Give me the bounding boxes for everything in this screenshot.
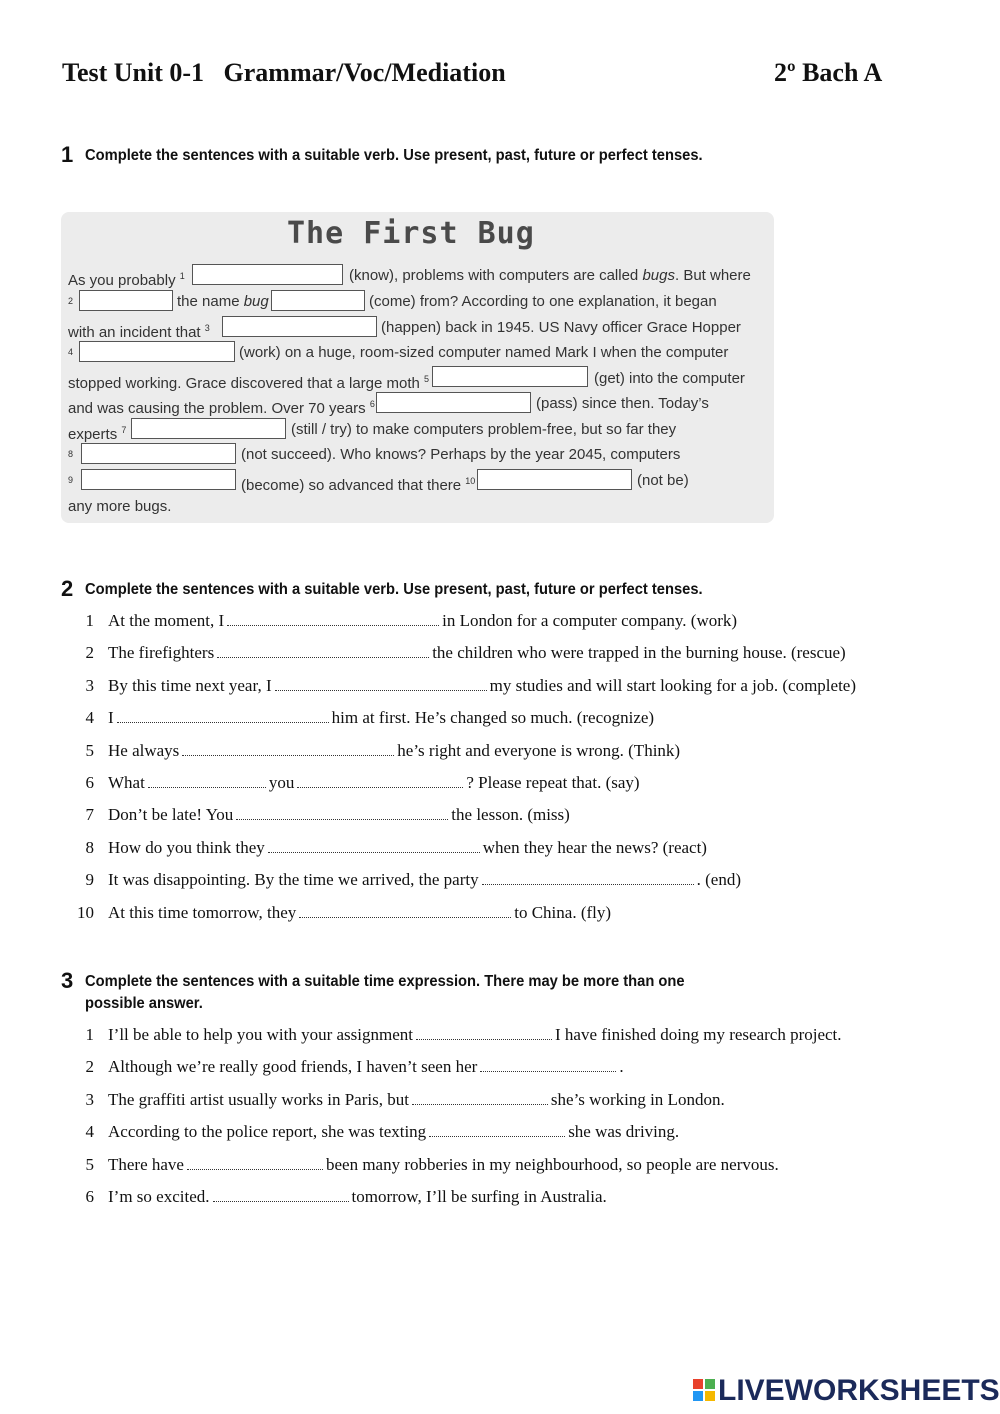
gap-3-input[interactable]	[222, 316, 377, 337]
passage-line-6b: (pass) since then. Today’s	[536, 395, 709, 412]
item-text-before: According to the police report, she was texting	[108, 1122, 427, 1142]
gap-1-input[interactable]	[192, 264, 343, 285]
passage-line-8: (not succeed). Who knows? Perhaps by the year 2045, computers	[241, 446, 681, 463]
item-text-before: It was disappointing. By the time we arrived, the party	[108, 870, 479, 890]
gap-4-input[interactable]	[79, 341, 235, 362]
gap-2b-input[interactable]	[271, 290, 365, 311]
answer-blank[interactable]	[148, 773, 266, 788]
item-text-before: The graffiti artist usually works in Paris, but	[108, 1089, 409, 1109]
gap-8-input[interactable]	[81, 443, 236, 464]
passage-line-6: and was causing the problem. Over 70 years $^6$	[68, 399, 375, 417]
item-text-after: ? Please repeat that. (say)	[466, 773, 640, 792]
answer-blank[interactable]	[275, 676, 487, 691]
item-number: 3	[85, 675, 94, 695]
section-3-number: 3	[61, 968, 74, 993]
answer-blank[interactable]	[480, 1057, 616, 1072]
gap-5-input[interactable]	[432, 366, 588, 387]
item-text-after: the children who were trapped in the burning house. (rescue)	[432, 643, 846, 663]
passage-line-5b: (get) into the computer	[594, 370, 745, 387]
answer-blank[interactable]	[268, 838, 480, 853]
passage-title: The First Bug	[287, 216, 535, 251]
list-item	[108, 772, 640, 794]
list-item	[108, 1154, 779, 1176]
answer-blank[interactable]	[482, 870, 694, 885]
item-text-before: How do you think they	[108, 837, 265, 857]
list-item	[108, 675, 856, 697]
passage-line-3b: (happen) back in 1945. US Navy officer Grace Hopper	[381, 319, 741, 336]
item-text-after: .	[619, 1057, 624, 1077]
item-text-after: in London for a computer company. (work)	[442, 611, 738, 630]
item-text-after: the lesson. (miss)	[451, 805, 570, 825]
list-item	[108, 1186, 607, 1208]
answer-blank[interactable]	[213, 1187, 349, 1202]
item-text-after: him at first. He’s changed so much. (recognize)	[331, 708, 655, 728]
item-text-before: I’m so excited.	[108, 1187, 210, 1206]
item-number: 7	[85, 805, 94, 825]
item-text-before: I’ll be able to help you with your assignment	[108, 1025, 413, 1044]
list-item	[108, 1024, 842, 1046]
gap-6-input[interactable]	[376, 392, 531, 413]
section-3-instruction-line-1: Complete the sentences with a suitable time expression. There may be more than one	[85, 973, 685, 990]
item-text-before: At the moment, I	[108, 611, 225, 630]
liveworksheets-logo-icon	[693, 1379, 715, 1401]
answer-blank[interactable]	[412, 1090, 548, 1105]
item-number: 2	[85, 643, 94, 663]
item-number: 4	[85, 1122, 94, 1142]
item-number: 2	[85, 1057, 94, 1077]
list-item	[108, 837, 707, 859]
item-text-before: The firefighters	[108, 643, 215, 663]
item-text-after: . (end)	[696, 870, 741, 890]
item-number: 5	[85, 740, 94, 760]
passage-line-10: any more bugs.	[68, 498, 172, 515]
item-text-after: he’s right and everyone is wrong. (Think)	[397, 740, 681, 760]
answer-blank[interactable]	[236, 805, 448, 820]
item-text-before: What	[108, 773, 145, 792]
item-number: 9	[85, 870, 94, 890]
list-item	[108, 707, 654, 729]
item-text-after: I have finished doing my research project.	[555, 1025, 842, 1044]
passage-line-3: with an incident that $^3$	[68, 323, 210, 341]
item-text-before: By this time next year, I	[108, 675, 272, 695]
item-number: 10	[77, 902, 94, 922]
passage-line-1: As you probably $^1$	[68, 271, 185, 289]
page-title: Test Unit 0-1 Grammar/Voc/Mediation	[62, 58, 506, 87]
item-text-before: I	[108, 708, 114, 728]
list-item	[108, 804, 570, 826]
section-1-number: 1	[61, 142, 74, 167]
gap-9-input[interactable]	[81, 469, 236, 490]
answer-blank[interactable]	[217, 643, 429, 658]
item-number: 5	[85, 1154, 94, 1174]
answer-blank[interactable]	[416, 1025, 552, 1040]
item-text-before: At this time tomorrow, they	[108, 902, 297, 922]
item-text-after: she’s working in London.	[550, 1089, 725, 1109]
item-text-before: Don’t be late! You	[108, 805, 234, 825]
passage-line-4: (work) on a huge, room-sized computer named Mark I when the computer	[239, 344, 729, 361]
section-1-instruction: Complete the sentences with a suitable verb. Use present, past, future or perfect tenses.	[85, 147, 703, 164]
item-text-before: Although we’re really good friends, I haven’t seen her	[108, 1057, 478, 1077]
item-text-after: she was driving.	[568, 1122, 680, 1142]
gap-8-number: 8	[68, 449, 74, 459]
gap-10-input[interactable]	[477, 469, 632, 490]
item-number: 1	[85, 1025, 94, 1044]
item-number: 4	[85, 708, 94, 728]
passage-line-2b: (come) from? According to one explanation, it began	[369, 293, 717, 310]
list-item	[108, 1056, 624, 1078]
section-3-instruction-line-2: possible answer.	[85, 995, 203, 1012]
passage-line-7: experts $^7$	[68, 425, 127, 443]
gap-9-number: 9	[68, 475, 74, 485]
gap-4-number: 4	[68, 347, 74, 357]
answer-blank[interactable]	[227, 611, 439, 626]
passage-line-9: (become) so advanced that there $^{10}$	[241, 476, 476, 494]
answer-blank[interactable]	[299, 903, 511, 918]
list-item	[108, 902, 611, 924]
list-item	[108, 610, 737, 632]
item-text-after: tomorrow, I’ll be surfing in Australia.	[351, 1187, 607, 1206]
list-item	[108, 869, 741, 891]
item-text-before: There have	[108, 1154, 184, 1174]
gap-2-number: 2	[68, 296, 74, 306]
liveworksheets-logo-text: LIVEWORKSHEETS	[718, 1374, 1000, 1407]
answer-blank[interactable]	[297, 773, 463, 788]
passage-line-7b: (still / try) to make computers problem-free, but so far they	[291, 421, 677, 438]
answer-blank[interactable]	[429, 1122, 565, 1137]
item-text-after: to China. (fly)	[514, 902, 612, 922]
section-2-number: 2	[61, 576, 74, 601]
section-2-instruction: Complete the sentences with a suitable verb. Use present, past, future or perfect tenses.	[85, 581, 703, 598]
item-number: 6	[85, 773, 94, 792]
list-item	[108, 1121, 679, 1143]
item-text-before: He always	[108, 740, 180, 760]
item-number: 3	[85, 1089, 94, 1109]
item-text-middle: you	[268, 773, 295, 792]
list-item	[108, 740, 680, 762]
list-item	[108, 642, 846, 664]
gap-2-input[interactable]	[79, 290, 173, 311]
item-number: 1	[85, 611, 94, 630]
passage-line-2: the name bug	[177, 293, 269, 310]
gap-7-input[interactable]	[131, 418, 286, 439]
class-label: 2º Bach A	[774, 58, 883, 87]
item-number: 6	[85, 1187, 94, 1206]
list-item	[108, 1089, 725, 1111]
passage-line-1b: (know), problems with computers are called bugs. But where	[349, 267, 751, 284]
answer-blank[interactable]	[187, 1155, 323, 1170]
answer-blank[interactable]	[182, 741, 394, 756]
item-number: 8	[85, 837, 94, 857]
item-text-after: been many robberies in my neighbourhood, so people are nervous.	[325, 1154, 779, 1174]
item-text-after: my studies and will start looking for a job. (complete)	[489, 675, 856, 695]
passage-line-5: stopped working. Grace discovered that a large moth $^5$	[68, 374, 430, 392]
answer-blank[interactable]	[117, 708, 329, 723]
passage-line-9b: (not be)	[637, 472, 689, 489]
item-text-after: when they hear the news? (react)	[482, 837, 707, 857]
